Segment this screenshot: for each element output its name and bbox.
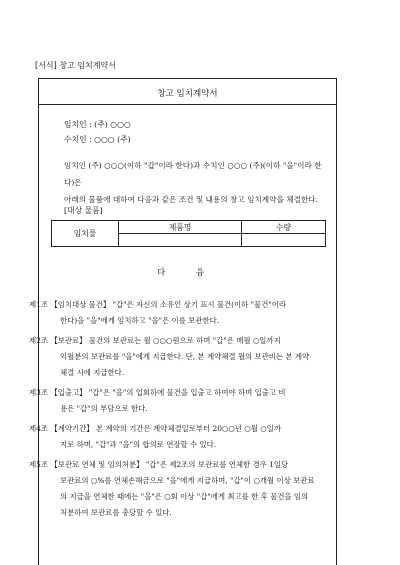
article-3 [29, 385, 330, 417]
product-cell [119, 234, 242, 247]
article-line: 체결 시에 지급한다. [60, 368, 125, 377]
custodian-line: 수치인 : ○○○ (주) [64, 135, 131, 144]
article-line: 제5조 【보관료 연체 및 임의처분】 "갑"은 제2조의 보관료를 연체한 경우 1일당 [29, 460, 289, 469]
article-2 [29, 333, 330, 381]
article-line: 익월분의 보관료를 "을"에게 지급한다. 단, 본 계약체결 월의 보관비는 본 계약 [60, 352, 310, 361]
article-line: 의 지급을 연체한 때에는 "을"은 ○회 이상 "갑"에게 최고를 한 후 물건을 임의 [60, 492, 309, 501]
article-4 [29, 421, 330, 453]
article-line: 보관료의 ○%를 연체손해금으로 "을"에게 지급하며, "갑"이 ○개월 이상 보관료 [60, 476, 315, 485]
items-section-label: [대상 물품] [64, 206, 103, 215]
column-header-product: 제품명 [119, 221, 242, 234]
article-line: 제1조 【임치대상 물건】 "갑"은 자신의 소유인 상기 표시 물건(이하 "물건"이라 [29, 300, 287, 309]
document-title: 창고 임치계약서 [157, 89, 218, 99]
intro-paragraph [64, 157, 326, 208]
terms-heading: 다 음 [156, 268, 219, 278]
form-label: [서식] 창고 임치계약서 [35, 61, 116, 70]
article-line: 한다)을 "을"에게 임치하고 "을"은 이를 보관한다. [60, 316, 220, 325]
contract-document [29, 78, 337, 565]
article-line: 용은 "갑"의 부담으로 한다. [60, 404, 148, 413]
article-5 [29, 457, 330, 521]
items-table [51, 220, 326, 247]
column-header-quantity: 수량 [242, 221, 326, 234]
quantity-cell [242, 234, 326, 247]
article-line: 처분하여 보관료를 충당할 수 있다. [60, 508, 172, 517]
items-row-header: 임치물 [52, 221, 119, 247]
article-line: 지로 하며, "갑"과 "을"의 합의로 연장할 수 있다. [60, 440, 217, 449]
article-line: 제2조 【보관료】 물건의 보관료는 월 ○○○원으로 하며 "갑"은 매월 ○일까지 [29, 336, 281, 345]
article-1 [29, 297, 330, 329]
intro-line: 아래의 물품에 대하여 다음과 같은 조건 및 내용의 창고 임치계약을 체결한다. [64, 195, 318, 204]
depositor-line: 임치인 : (주) ○○○ [64, 120, 131, 129]
intro-line: 임치인 (주) ○○○(이하 "갑"이라 한다)과 수치인 ○○○ (주)(이하 "을"이라 한다)은 [64, 161, 322, 187]
article-line: 제4조 【계약기간】 본 계약의 기간은 계약체결일로부터 20○○년 ○월 ○일까 [29, 424, 281, 433]
title-divider [39, 104, 336, 105]
article-line: 제3조 【입출고】 "갑"은 "을"의 입회하에 물건을 입출고 하여야 하며 입출고 비 [29, 388, 286, 397]
